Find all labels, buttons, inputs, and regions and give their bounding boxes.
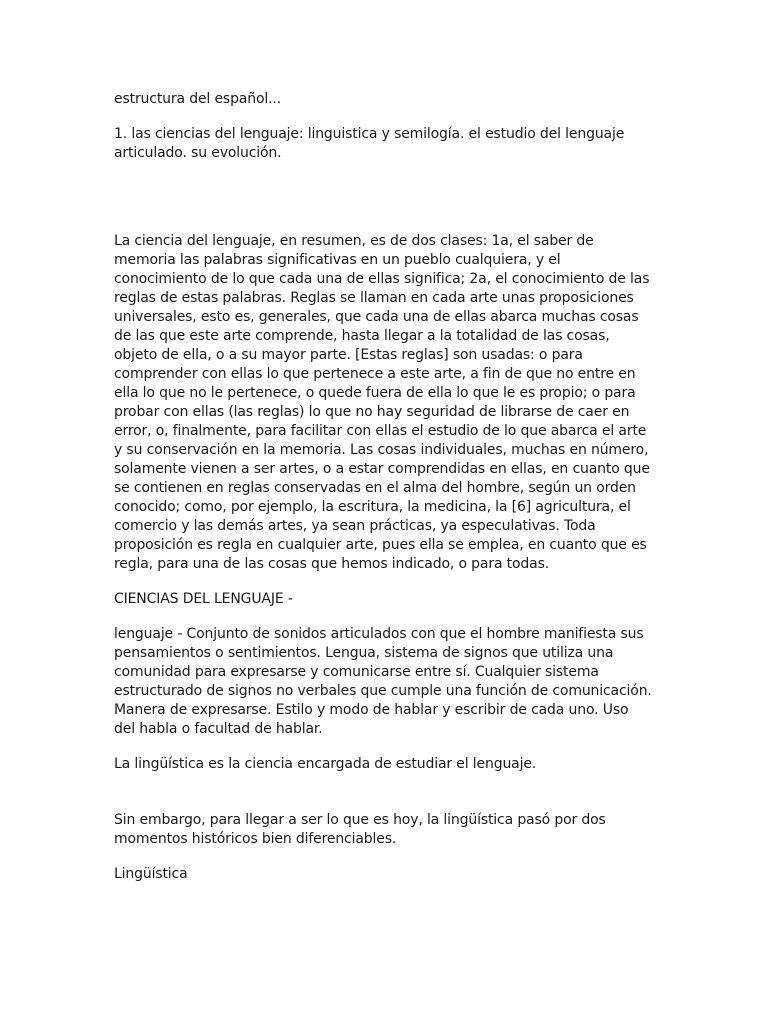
paragraph-5: Sin embargo, para llegar a ser lo que es hoy, la lingüística pasó por dos momentos históricos bien diferenciables. [114,812,606,847]
document-body [114,90,659,884]
section-heading: CIENCIAS DEL LENGUAJE - [114,591,293,607]
paragraph-6: Lingüística [114,866,188,882]
paragraph-4: La lingüística es la ciencia encargada de estudiar el lenguaje. [114,756,537,772]
paragraph-2: La ciencia del lenguaje, en resumen, es de dos clases: 1a, el saber de memoria las palabras significativas en un pueblo cualquiera, y el conocimiento de lo que cada una de ellas significa; 2a, el conocimiento de las reglas de estas palabras. Reglas se llaman en cada arte unas proposiciones universales, esto es, generales, que cada una de ellas abarca muchas cosas de las que este arte comprende, hasta llegar a la totalidad de las cosas, objeto de ella, o a su mayor parte. [Estas reglas] son usadas: o para comprender con ellas lo que pertenece a este arte, a fin de que no entre en ella lo que no le pertenece, o quede fuera de ella lo que le es propio; o para probar con ellas (las reglas) lo que no hay seguridad de librarse de caer en error, o, finalmente, para facilitar con ellas el estudio de lo que abarca el arte y su conservación en la memoria. Las cosas individuales, muchas en número, solamente vienen a ser artes, o a estar comprendidas en ellas, en cuanto que se contienen en reglas conservadas en el alma del hombre, según un orden conocido; como, por ejemplo, la escritura, la medicina, la [6] agricultura, el comercio y las demás artes, ya sean prácticas, ya especulativas. Toda proposición es regla en cualquier arte, pues ella se emplea, en cuanto que es regla, para una de las cosas que hemos indicado, o para todas. [114,233,650,572]
document-title-line: estructura del español... [114,91,282,107]
paragraph-1: 1. las ciencias del lenguaje: linguistica y semilogía. el estudio del lenguaje articulado. su evolución. [114,126,625,161]
paragraph-3: lenguaje - Conjunto de sonidos articulados con que el hombre manifiesta sus pensamientos o sentimientos. Lengua, sistema de signos que utiliza una comunidad para expresarse y comunicarse entre sí. Cualquier sistema estructurado de signos no verbales que cumple una función de comunicación. Manera de expresarse. Estilo y modo de hablar y escribir de cada uno. Uso del habla o facultad de hablar. [114,626,652,737]
